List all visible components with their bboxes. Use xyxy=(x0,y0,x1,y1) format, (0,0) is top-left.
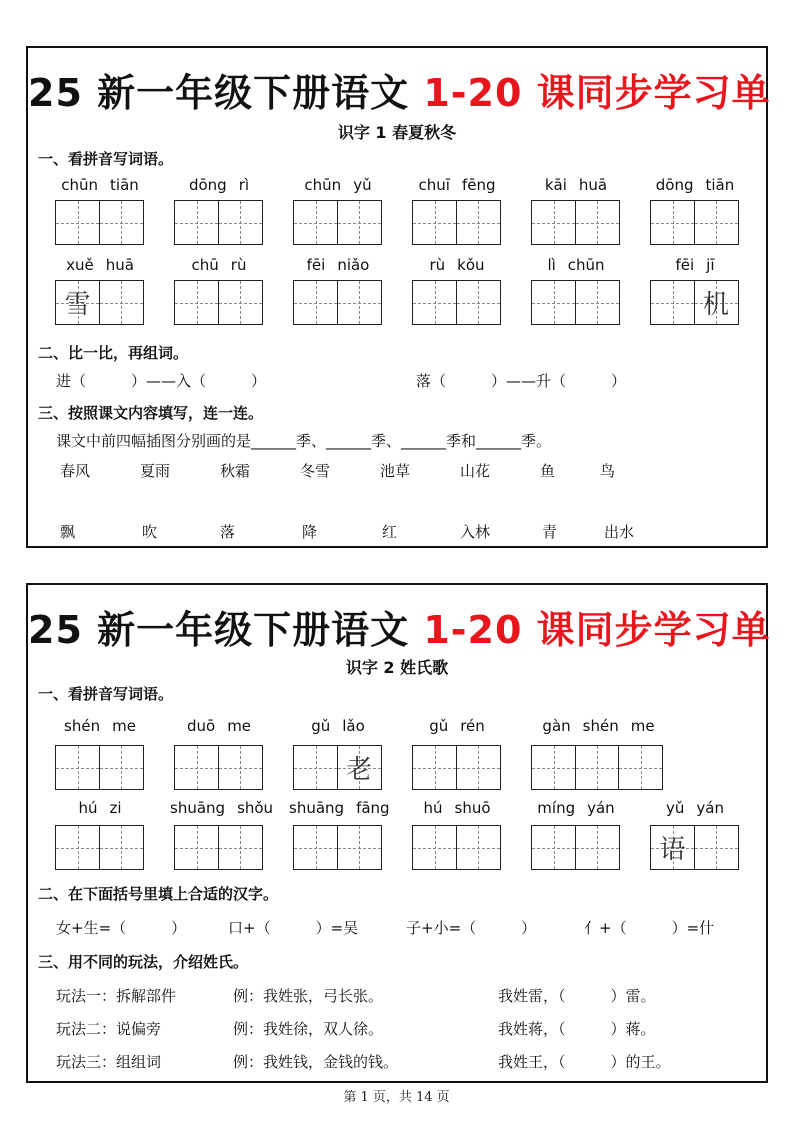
tianzige-cell[interactable] xyxy=(174,825,219,870)
pinyin-syllable: jī xyxy=(706,256,715,274)
tianzige-cell[interactable] xyxy=(456,825,501,870)
cell-character xyxy=(56,201,99,244)
tianzige-cell[interactable] xyxy=(293,745,338,790)
pinyin-syllable: zi xyxy=(109,799,122,817)
pinyin-syllable: shǒu xyxy=(237,799,274,817)
tianzige-cell[interactable] xyxy=(531,825,576,870)
tianzige-cell[interactable] xyxy=(55,280,100,325)
cell-character xyxy=(532,746,575,789)
tianzige-cell[interactable] xyxy=(618,745,663,790)
compare-right: 落（ ）——升（ ） xyxy=(416,372,627,390)
pinyin-syllable: hú xyxy=(78,799,98,817)
fill-item-4: 亻+（ ）=什 xyxy=(584,919,715,937)
cell-character xyxy=(56,826,99,869)
tianzige-cell[interactable] xyxy=(650,200,695,245)
pinyin-label xyxy=(164,717,274,735)
cell-character xyxy=(219,826,262,869)
tianzige-grid xyxy=(174,825,261,870)
tianzige-grid xyxy=(55,745,142,790)
pinyin-syllable: xuě xyxy=(66,256,94,274)
pinyin-syllable: hú xyxy=(423,799,443,817)
section-2-heading: 二、比一比，再组词。 xyxy=(38,344,189,362)
worksheet-title: 25 新一年级下册语文 1-20 课同步学习单 xyxy=(28,71,771,115)
tianzige-grid xyxy=(650,200,737,245)
pinyin-label xyxy=(283,176,393,194)
tianzige-grid xyxy=(412,745,499,790)
tianzige-grid xyxy=(55,825,142,870)
tianzige-cell[interactable] xyxy=(694,825,739,870)
pinyin-syllable: me xyxy=(227,717,252,735)
pinyin-label xyxy=(521,176,631,194)
cell-character xyxy=(413,826,456,869)
way-1-example: 例：我姓张，弓长张。 xyxy=(233,987,384,1005)
cell-character xyxy=(100,281,143,324)
tianzige-cell[interactable] xyxy=(337,280,382,325)
tianzige-cell[interactable] xyxy=(575,280,620,325)
tianzige-cell[interactable] xyxy=(412,825,457,870)
tianzige-grid xyxy=(650,825,737,870)
cell-character: 机 xyxy=(702,290,729,320)
tianzige-cell[interactable] xyxy=(575,825,620,870)
tianzige-cell[interactable] xyxy=(456,200,501,245)
pinyin-syllable: rù xyxy=(429,256,446,274)
tianzige-grid xyxy=(412,825,499,870)
tianzige-cell[interactable] xyxy=(293,825,338,870)
tianzige-grid xyxy=(174,280,261,325)
cell-character xyxy=(338,826,381,869)
tianzige-cell[interactable] xyxy=(174,745,219,790)
match-word-bottom[interactable]: 吹 xyxy=(142,523,158,541)
pinyin-label xyxy=(164,256,274,274)
match-word-bottom[interactable]: 降 xyxy=(302,523,318,541)
tianzige-cell[interactable] xyxy=(337,200,382,245)
match-word-top[interactable]: 夏雨 xyxy=(140,462,171,480)
pinyin-label xyxy=(521,717,676,735)
tianzige-cell[interactable] xyxy=(218,200,263,245)
cell-character xyxy=(56,746,99,789)
cell-character: 语 xyxy=(659,835,686,865)
pinyin-syllable: rù xyxy=(230,256,247,274)
tianzige-grid xyxy=(531,200,618,245)
tianzige-cell[interactable] xyxy=(531,745,576,790)
tianzige-cell[interactable] xyxy=(650,825,695,870)
pinyin-syllable: me xyxy=(112,717,136,735)
tianzige-grid xyxy=(412,200,499,245)
tianzige-grid xyxy=(650,280,737,325)
pinyin-label xyxy=(521,256,631,274)
worksheet-lesson-2 xyxy=(26,583,771,1083)
tianzige-cell[interactable] xyxy=(456,280,501,325)
way-2-name: 玩法二：说偏旁 xyxy=(56,1020,162,1038)
tianzige-grid xyxy=(412,280,499,325)
cell-character xyxy=(100,746,143,789)
cell-character xyxy=(175,746,218,789)
tianzige-grid xyxy=(174,200,261,245)
pinyin-syllable: chūn xyxy=(61,176,99,194)
tianzige-grid xyxy=(531,825,618,870)
pinyin-syllable: míng xyxy=(537,799,576,817)
cell-character xyxy=(576,201,619,244)
cell-character xyxy=(695,826,738,869)
pinyin-syllable: yán xyxy=(696,799,724,817)
pinyin-syllable: gǔ xyxy=(311,717,331,735)
pinyin-syllable: tiān xyxy=(110,176,139,194)
pinyin-label xyxy=(402,799,512,817)
cell-character xyxy=(619,746,662,789)
tianzige-grid xyxy=(55,280,142,325)
worksheet-title: 25 新一年级下册语文 1-20 课同步学习单 xyxy=(28,608,771,652)
cell-character xyxy=(100,201,143,244)
tianzige-cell[interactable] xyxy=(99,825,144,870)
cell-character xyxy=(175,281,218,324)
cell-character xyxy=(294,201,337,244)
pinyin-label xyxy=(45,799,155,817)
pinyin-label xyxy=(45,717,155,735)
section-3-heading: 三、用不同的玩法，介绍姓氏。 xyxy=(38,953,249,971)
cell-character xyxy=(576,746,619,789)
tianzige-cell[interactable] xyxy=(531,200,576,245)
tianzige-grid xyxy=(55,200,142,245)
cell-character xyxy=(294,826,337,869)
pinyin-syllable: duō xyxy=(186,717,216,735)
section-1-heading: 一、看拼音写词语。 xyxy=(38,685,174,703)
match-word-top[interactable]: 池草 xyxy=(380,462,411,480)
pinyin-label xyxy=(640,256,750,274)
cell-character xyxy=(457,826,500,869)
tianzige-cell[interactable] xyxy=(575,745,620,790)
tianzige-cell[interactable] xyxy=(218,745,263,790)
pinyin-syllable: chuī xyxy=(418,176,450,194)
section-1-heading: 一、看拼音写词语。 xyxy=(38,150,174,168)
tianzige-cell[interactable] xyxy=(55,825,100,870)
pinyin-label xyxy=(164,799,274,817)
tianzige-cell[interactable] xyxy=(337,745,382,790)
tianzige-grid xyxy=(293,745,380,790)
cell-character xyxy=(413,746,456,789)
pinyin-syllable: chū xyxy=(191,256,219,274)
section-2-heading: 二、在下面括号里填上合适的汉字。 xyxy=(38,885,279,903)
pinyin-syllable: shén xyxy=(582,717,619,735)
pinyin-syllable: kāi xyxy=(544,176,567,194)
pinyin-label xyxy=(402,176,512,194)
pinyin-label xyxy=(521,799,631,817)
cell-character xyxy=(457,746,500,789)
fill-item-2: 口+（ ）=吴 xyxy=(228,919,359,937)
pinyin-syllable: shuāng xyxy=(289,799,345,817)
pinyin-syllable: shuō xyxy=(454,799,491,817)
pinyin-syllable: tiān xyxy=(705,176,735,194)
pinyin-label xyxy=(164,176,274,194)
cell-character xyxy=(576,826,619,869)
cell-character xyxy=(576,281,619,324)
section-3-heading: 三、按照课文内容填写，连一连。 xyxy=(38,404,264,422)
tianzige-cell[interactable] xyxy=(99,200,144,245)
pinyin-syllable: yǔ xyxy=(666,799,685,817)
cell-character xyxy=(413,201,456,244)
tianzige-cell[interactable] xyxy=(293,280,338,325)
pinyin-syllable: fāng xyxy=(356,799,390,817)
way-2-task: 我姓蒋，（ ）蒋。 xyxy=(498,1020,656,1038)
cell-character xyxy=(338,281,381,324)
pinyin-syllable: yǔ xyxy=(353,176,372,194)
pinyin-label xyxy=(45,256,155,274)
fill-item-1: 女+生=（ ） xyxy=(56,919,187,937)
pinyin-label xyxy=(402,717,512,735)
tianzige-cell[interactable] xyxy=(575,200,620,245)
cell-character xyxy=(219,746,262,789)
tianzige-cell[interactable] xyxy=(694,280,739,325)
way-2-example: 例：我姓徐，双人徐。 xyxy=(233,1020,384,1038)
pinyin-syllable: yán xyxy=(587,799,615,817)
pinyin-syllable: chūn xyxy=(304,176,342,194)
tianzige-cell[interactable] xyxy=(412,280,457,325)
cell-character xyxy=(413,281,456,324)
tianzige-cell[interactable] xyxy=(650,280,695,325)
match-word-bottom[interactable]: 出水 xyxy=(604,523,635,541)
pinyin-syllable: huā xyxy=(578,176,608,194)
pinyin-syllable: shuāng xyxy=(170,799,226,817)
pinyin-label xyxy=(640,176,750,194)
cell-character xyxy=(457,201,500,244)
pinyin-syllable: shén xyxy=(64,717,101,735)
tianzige-cell[interactable] xyxy=(337,825,382,870)
pinyin-syllable: fēi xyxy=(306,256,326,274)
cell-character xyxy=(695,201,738,244)
compare-left: 进（ ）——入（ ） xyxy=(56,372,267,390)
cell-character xyxy=(338,201,381,244)
cell-character xyxy=(219,281,262,324)
tianzige-grid xyxy=(293,825,380,870)
pinyin-syllable: me xyxy=(630,717,655,735)
lesson-title: 识字 1 春夏秋冬 xyxy=(337,123,457,142)
cell-character: 老 xyxy=(345,755,372,785)
lesson-title: 识字 2 姓氏歌 xyxy=(345,658,449,677)
pinyin-label xyxy=(283,799,393,817)
pinyin-label xyxy=(640,799,750,817)
tianzige-cell[interactable] xyxy=(99,280,144,325)
match-word-top[interactable]: 鱼 xyxy=(540,462,556,480)
match-word-top[interactable]: 鸟 xyxy=(600,462,616,480)
match-word-bottom[interactable]: 落 xyxy=(220,523,236,541)
tianzige-grid xyxy=(174,745,261,790)
tianzige-cell[interactable] xyxy=(531,280,576,325)
pinyin-syllable: huā xyxy=(105,256,134,274)
tianzige-cell[interactable] xyxy=(412,745,457,790)
cell-character xyxy=(294,281,337,324)
match-word-bottom[interactable]: 飘 xyxy=(60,523,76,541)
season-sentence: 课文中前四幅插图分别画的是______季、______季、______季和______季。 xyxy=(56,432,552,450)
way-3-task: 我姓王，（ ）的王。 xyxy=(498,1053,671,1071)
page-footer: 第 1 页，共 14 页 xyxy=(343,1090,450,1105)
cell-character xyxy=(532,826,575,869)
fill-item-3: 子+小=（ ） xyxy=(406,919,537,937)
pinyin-label xyxy=(402,256,512,274)
tianzige-cell[interactable] xyxy=(694,200,739,245)
tianzige-grid xyxy=(531,745,662,790)
way-3-example: 例：我姓钱，金钱的钱。 xyxy=(233,1053,399,1071)
cell-character: 雪 xyxy=(64,290,91,320)
pinyin-label xyxy=(45,176,155,194)
match-word-bottom[interactable]: 入林 xyxy=(460,523,491,541)
way-1-task: 我姓雷，（ ）雷。 xyxy=(498,987,656,1005)
pinyin-syllable: chūn xyxy=(567,256,605,274)
tianzige-grid xyxy=(293,200,380,245)
tianzige-cell[interactable] xyxy=(456,745,501,790)
pinyin-syllable: lǎo xyxy=(342,717,365,735)
pinyin-label xyxy=(283,256,393,274)
cell-character xyxy=(294,746,337,789)
match-word-bottom[interactable]: 红 xyxy=(382,523,398,541)
tianzige-cell[interactable] xyxy=(218,825,263,870)
pinyin-syllable: fēng xyxy=(461,176,496,194)
pinyin-syllable: niǎo xyxy=(337,256,370,274)
tianzige-cell[interactable] xyxy=(55,200,100,245)
cell-character xyxy=(651,281,694,324)
pinyin-syllable: gǔ xyxy=(429,717,449,735)
pinyin-syllable: fēi xyxy=(675,256,695,274)
tianzige-cell[interactable] xyxy=(99,745,144,790)
cell-character xyxy=(532,281,575,324)
pinyin-syllable: dōng xyxy=(655,176,694,194)
tianzige-grid xyxy=(531,280,618,325)
cell-character xyxy=(457,281,500,324)
match-word-top[interactable]: 春风 xyxy=(60,462,91,480)
tianzige-cell[interactable] xyxy=(218,280,263,325)
pinyin-label xyxy=(283,717,393,735)
match-word-top[interactable]: 秋霜 xyxy=(220,462,251,480)
pinyin-syllable: kǒu xyxy=(457,256,485,274)
tianzige-cell[interactable] xyxy=(412,200,457,245)
tianzige-cell[interactable] xyxy=(293,200,338,245)
pinyin-syllable: rì xyxy=(238,176,250,194)
cell-character xyxy=(651,201,694,244)
cell-character xyxy=(175,201,218,244)
pinyin-syllable: rén xyxy=(460,717,485,735)
pinyin-syllable: gàn xyxy=(542,717,571,735)
match-word-top[interactable]: 冬雪 xyxy=(300,462,331,480)
cell-character xyxy=(100,826,143,869)
cell-character xyxy=(219,201,262,244)
tianzige-grid xyxy=(293,280,380,325)
cell-character xyxy=(532,201,575,244)
way-3-name: 玩法三：组组词 xyxy=(56,1053,162,1071)
match-word-top[interactable]: 山花 xyxy=(460,462,491,480)
pinyin-syllable: lì xyxy=(547,256,556,274)
tianzige-cell[interactable] xyxy=(55,745,100,790)
way-1-name: 玩法一：拆解部件 xyxy=(56,987,177,1005)
tianzige-cell[interactable] xyxy=(174,280,219,325)
tianzige-cell[interactable] xyxy=(174,200,219,245)
match-word-bottom[interactable]: 青 xyxy=(542,523,558,541)
worksheet-lesson-1 xyxy=(26,46,771,548)
pinyin-syllable: dōng xyxy=(188,176,227,194)
cell-character xyxy=(175,826,218,869)
